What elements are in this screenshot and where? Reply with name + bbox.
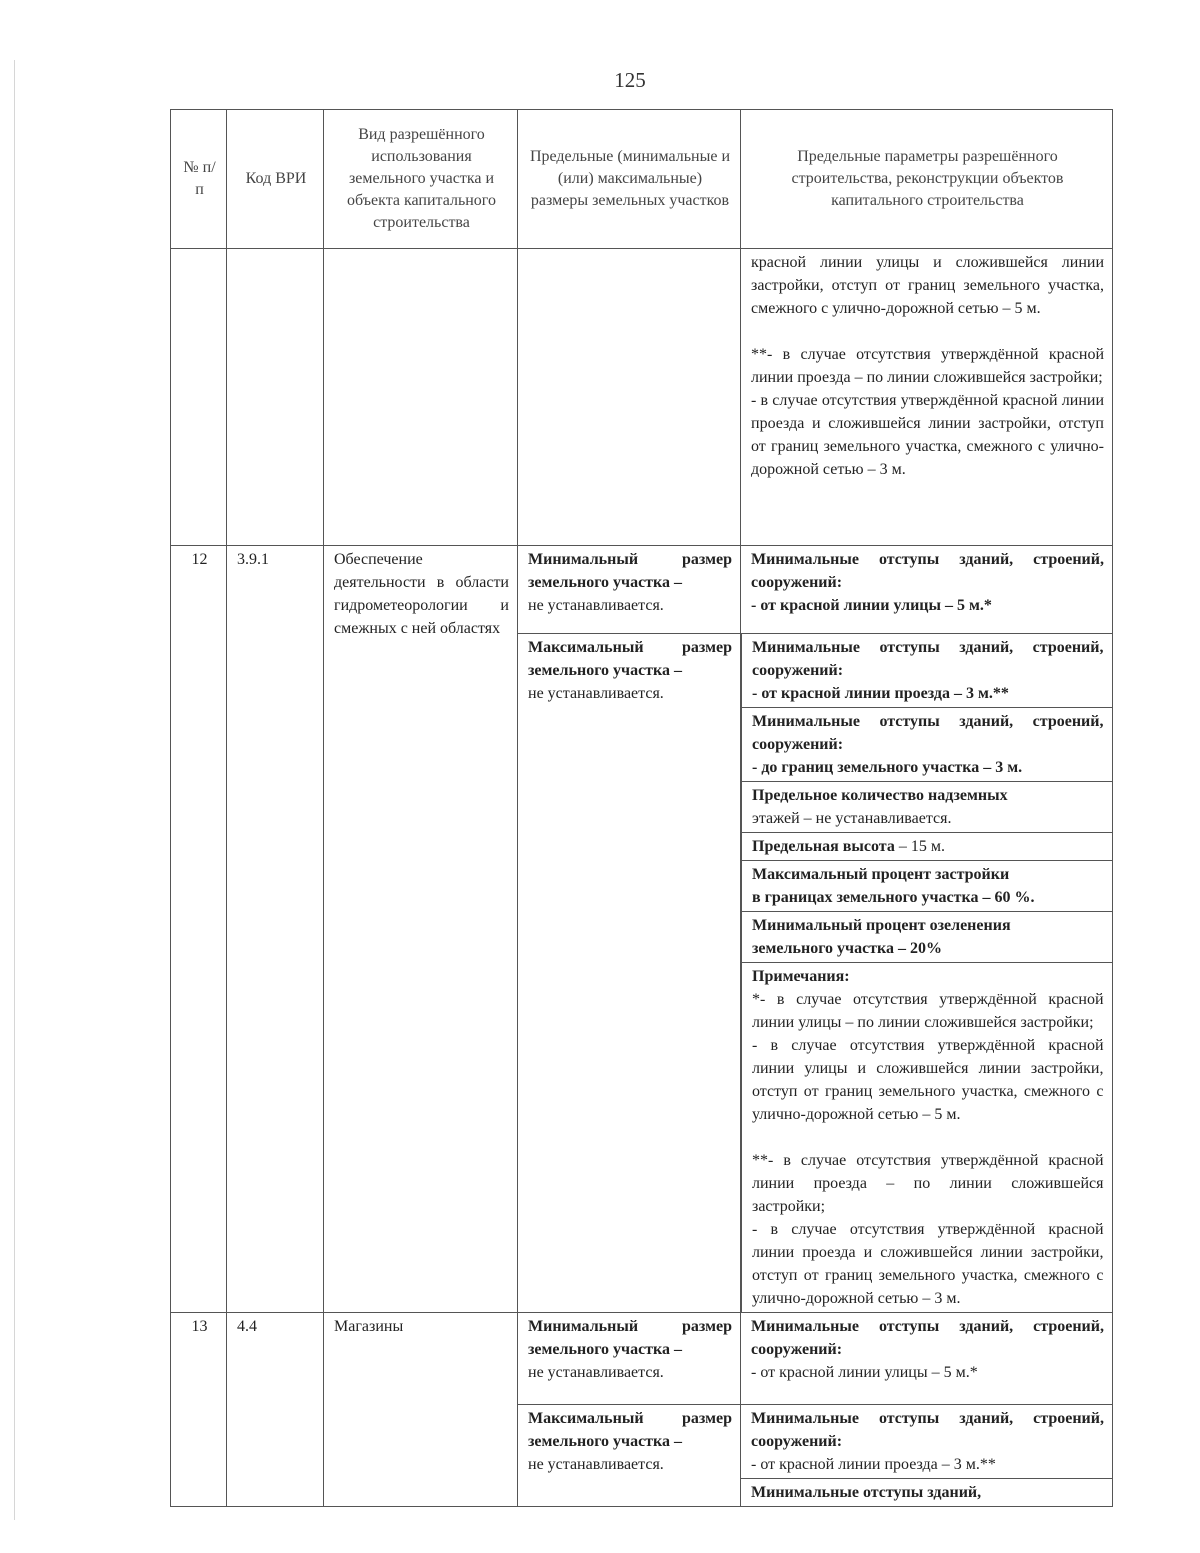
row12-params-stack bbox=[741, 634, 1113, 1313]
row13-max-size bbox=[518, 1405, 741, 1507]
header-size: Предельные (минимальные и (или) максимальные) размеры земельных участков bbox=[518, 110, 741, 249]
row12-note-2: - в случае отсутствия утверждённой красной линии улицы и сложившейся линии застройки, отступ от границ земельного участка, смежного с улично-дорожной сетью – 5 м. bbox=[752, 1037, 1104, 1123]
row13-min-size bbox=[518, 1313, 741, 1405]
header-code: Код ВРИ bbox=[227, 110, 324, 249]
row13-param-1-title: Минимальные отступы зданий, строений, сооружений: bbox=[751, 1318, 1104, 1358]
row12-note-3: **- в случае отсутствия утверждённой красной линии проезда – по линии сложившейся застройки; bbox=[752, 1152, 1104, 1215]
row13-param-3 bbox=[741, 1479, 1113, 1507]
cell-num bbox=[171, 249, 227, 546]
row12-max-size-value: не устанавливается. bbox=[528, 685, 664, 702]
row12-param-5-title: Предельная высота bbox=[752, 838, 895, 855]
continued-note-3: - в случае отсутствия утверждённой красной линии проезда и сложившейся линии застройки, отступ от границ земельного участка, смежного с улично-дорожной сетью – 3 м. bbox=[751, 392, 1104, 478]
row12-min-size-title: Минимальный размер земельного участка – bbox=[528, 551, 732, 591]
continued-note-2: **- в случае отсутствия утверждённой красной линии проезда – по линии сложившейся застройки; bbox=[751, 346, 1104, 386]
row12-param-2-title: Минимальные отступы зданий, строений, сооружений: bbox=[752, 639, 1104, 679]
row12-param-6-value: в границах земельного участка – 60 %. bbox=[752, 889, 1035, 906]
row12-param-4-title: Предельное количество надземных bbox=[752, 787, 1008, 804]
scan-edge-line bbox=[14, 60, 15, 1520]
row12-notes-title: Примечания: bbox=[752, 968, 850, 985]
cell-name bbox=[324, 249, 518, 546]
regulations-table bbox=[170, 109, 1113, 1507]
row13-name: Магазины bbox=[324, 1313, 518, 1507]
table-row-12 bbox=[171, 546, 1113, 634]
row12-param-6-title: Максимальный процент застройки bbox=[752, 866, 1010, 883]
row13-max-size-title: Максимальный размер земельного участка – bbox=[528, 1410, 732, 1450]
row12-param-5-value: – 15 м. bbox=[894, 838, 945, 855]
row12-param-3-title: Минимальные отступы зданий, строений, сооружений: bbox=[752, 713, 1104, 753]
row13-min-size-value: не устанавливается. bbox=[528, 1364, 664, 1381]
row12-param-2 bbox=[742, 634, 1113, 708]
page-number: 125 bbox=[614, 68, 646, 92]
row12-param-3 bbox=[742, 708, 1113, 782]
row12-num: 12 bbox=[171, 546, 227, 1313]
row12-note-4: - в случае отсутствия утверждённой красной линии проезда и сложившейся линии застройки, отступ от границ земельного участка, смежного с улично-дорожной сетью – 3 м. bbox=[752, 1221, 1104, 1307]
row13-min-size-title: Минимальный размер земельного участка – bbox=[528, 1318, 732, 1358]
row12-name: Обеспечение деятельности в области гидрометеорологии и смежных с ней областях bbox=[324, 546, 518, 1313]
row12-param-7-value: земельного участка – 20% bbox=[752, 940, 943, 957]
row13-param-1-value: - от красной линии улицы – 5 м.* bbox=[751, 1364, 978, 1381]
row12-param-4 bbox=[742, 782, 1113, 833]
header-params: Предельные параметры разрешённого строительства, реконструкции объектов капитального строительства bbox=[741, 110, 1113, 249]
row13-param-1 bbox=[741, 1313, 1113, 1405]
row13-code: 4.4 bbox=[227, 1313, 324, 1507]
cell-size bbox=[518, 249, 741, 546]
cell-params bbox=[741, 249, 1113, 546]
row13-param-2-title: Минимальные отступы зданий, строений, сооружений: bbox=[751, 1410, 1104, 1450]
row13-max-size-value: не устанавливается. bbox=[528, 1456, 664, 1473]
row12-param-7 bbox=[742, 912, 1113, 963]
row12-note-1: *- в случае отсутствия утверждённой красной линии улицы – по линии сложившейся застройки; bbox=[752, 991, 1104, 1031]
row12-param-3-value: - до границ земельного участка – 3 м. bbox=[752, 759, 1023, 776]
row12-min-size bbox=[518, 546, 741, 634]
row13-num: 13 bbox=[171, 1313, 227, 1507]
table-row-13 bbox=[171, 1313, 1113, 1405]
continued-note-1: красной линии улицы и сложившейся линии застройки, отступ от границ земельного участка, смежного с улично-дорожной сетью – 5 м. bbox=[751, 254, 1104, 317]
row12-max-size bbox=[518, 634, 741, 1313]
row13-param-3-title: Минимальные отступы зданий, bbox=[751, 1484, 982, 1501]
row12-code: 3.9.1 bbox=[227, 546, 324, 1313]
header-num: № п/п bbox=[171, 110, 227, 249]
row12-param-6 bbox=[742, 861, 1113, 912]
header-name: Вид разрешённого использования земельного участка и объекта капитального строительства bbox=[324, 110, 518, 249]
row12-param-2-value: - от красной линии проезда – 3 м.** bbox=[752, 685, 1009, 702]
row12-param-1 bbox=[741, 546, 1113, 634]
row12-param-4-value: этажей – не устанавливается. bbox=[752, 810, 952, 827]
row12-max-size-title: Максимальный размер земельного участка – bbox=[528, 639, 732, 679]
table-header-row bbox=[171, 110, 1113, 249]
row13-param-2-value: - от красной линии проезда – 3 м.** bbox=[751, 1456, 996, 1473]
row13-param-2 bbox=[741, 1405, 1113, 1479]
cell-code bbox=[227, 249, 324, 546]
row12-param-1-value: - от красной линии улицы – 5 м.* bbox=[751, 597, 992, 614]
row12-param-5 bbox=[742, 833, 1113, 861]
row12-params-table bbox=[741, 634, 1113, 1312]
row12-min-size-value: не устанавливается. bbox=[528, 597, 664, 614]
row12-notes bbox=[742, 963, 1113, 1313]
row12-param-1-title: Минимальные отступы зданий, строений, сооружений: bbox=[751, 551, 1104, 591]
row12-param-7-title: Минимальный процент озеленения bbox=[752, 917, 1011, 934]
table-row-continued bbox=[171, 249, 1113, 546]
